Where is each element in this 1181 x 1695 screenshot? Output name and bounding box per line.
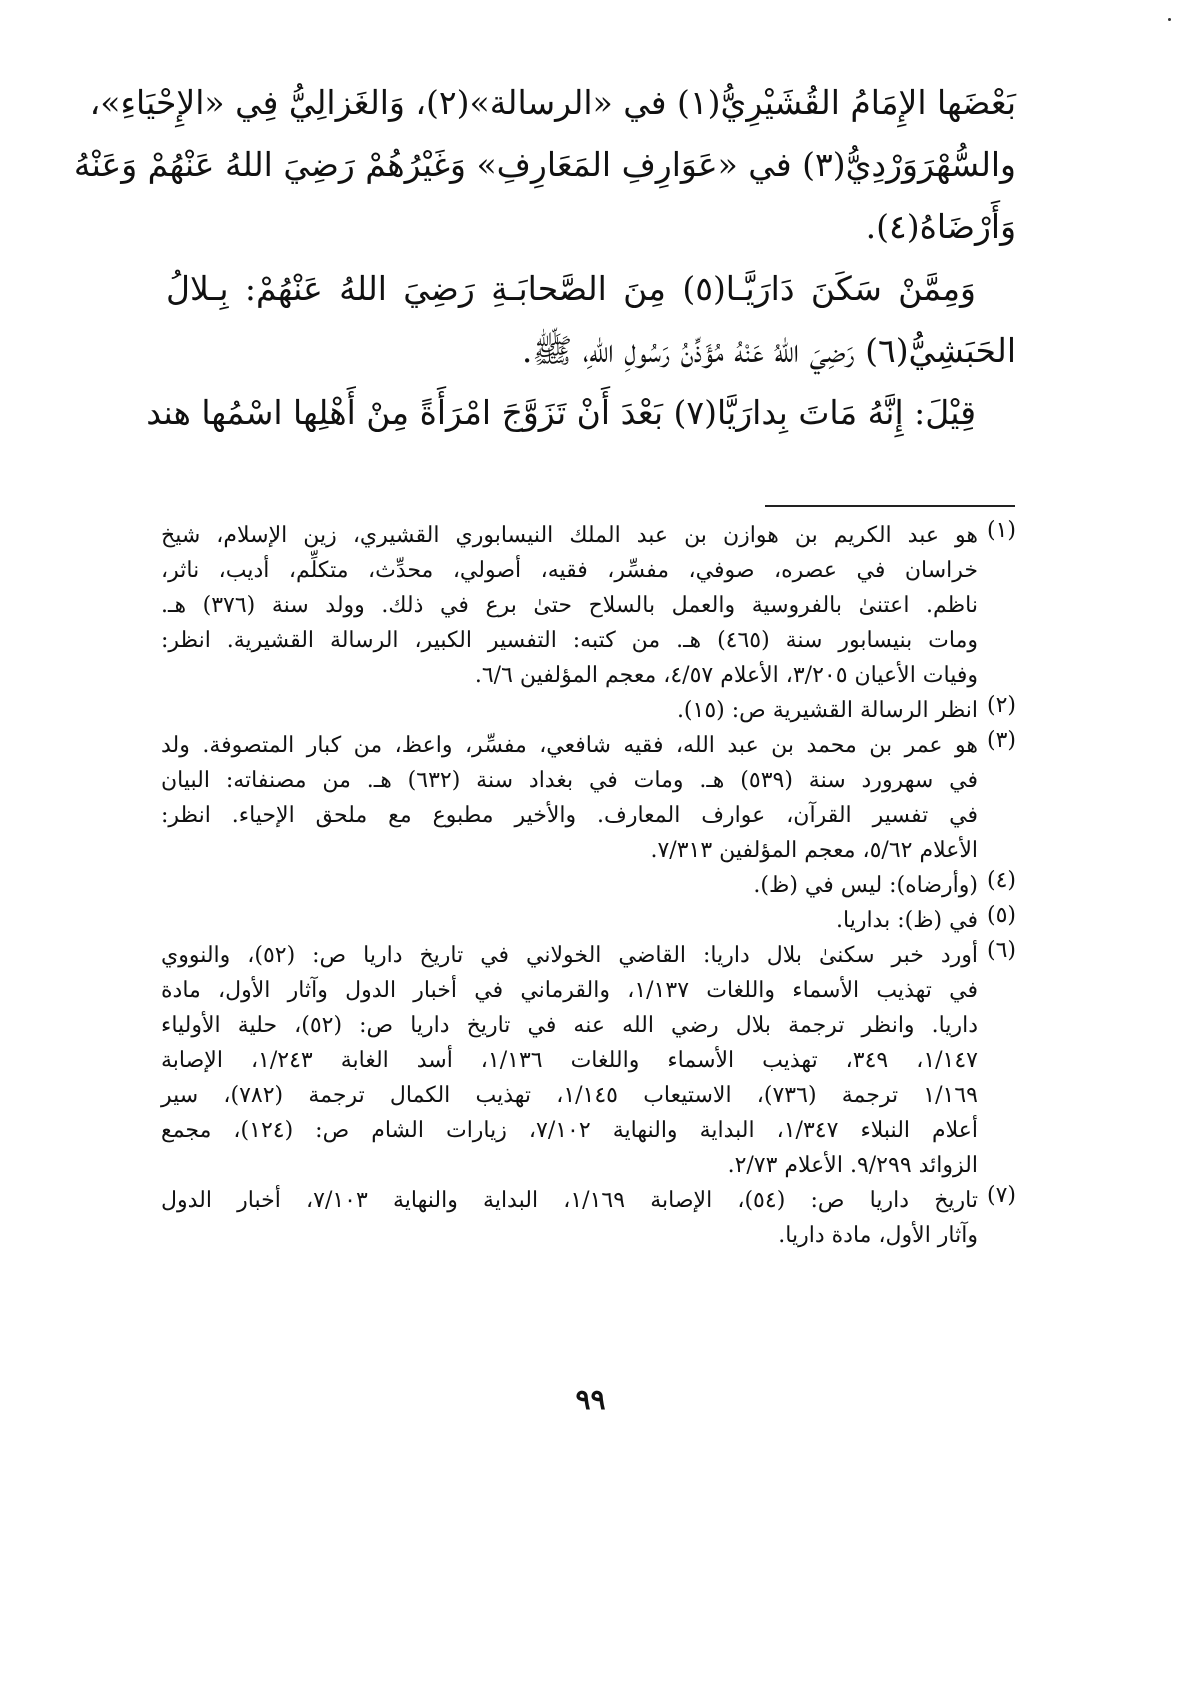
footnote-number: (٥) xyxy=(986,903,1016,928)
footnote-line: في تفسير القرآن، عوارف المعارف. والأخير مطبوع مع ملحق الإحياء. انظر: xyxy=(161,803,978,828)
main-line: وَأَرْضَاهُ(٤). xyxy=(865,207,1016,246)
paragraph-3 xyxy=(146,382,1016,444)
footnote-line: ١/١٦٩ ترجمة (٧٣٦)، الاستيعاب ١/١٤٥، تهذيب الكمال ترجمة (٧٨٢)، سير xyxy=(161,1083,978,1108)
footnote-line: وآثار الأول، مادة داريا. xyxy=(778,1223,978,1248)
footnotes xyxy=(161,518,1016,1253)
footnote-line: داريا. وانظر ترجمة بلال رضي الله عنه في تاريخ داريا ص: (٥٢)، حلية الأولياء xyxy=(161,1013,978,1038)
main-text xyxy=(73,72,1016,444)
paragraph-2 xyxy=(166,258,1016,382)
footnote-6 xyxy=(161,938,1016,1183)
footnote-line: تاريخ داريا ص: (٥٤)، الإصابة ١/١٦٩، البداية والنهاية ٧/١٠٣، أخبار الدول xyxy=(161,1188,978,1213)
footnote-line: ١/١٤٧، ٣٤٩، تهذيب الأسماء واللغات ١/١٣٦، أسد الغابة ١/٢٤٣، الإصابة xyxy=(161,1048,978,1073)
footnote-line: الزوائد ٩/٢٩٩. الأعلام ٢/٧٣. xyxy=(727,1153,978,1178)
footnote-line: ناظم. اعتنىٰ بالفروسية والعمل بالسلاح حتىٰ برع في ذلك. وولد سنة (٣٧٦) هـ. xyxy=(161,593,978,618)
footnote-5 xyxy=(161,903,1016,938)
footnote-line: أعلام النبلاء ١/٣٤٧، البداية والنهاية ٧/١٠٢، زيارات الشام ص: (١٢٤)، مجمع xyxy=(161,1118,979,1143)
footnote-number: (١) xyxy=(986,518,1016,543)
footnote-4 xyxy=(161,868,1016,903)
footnote-number: (٣) xyxy=(986,728,1016,753)
main-line: والسُّهْرَوَرْدِيُّ(٣) في «عَوَارِفِ المَعَارِفِ» وَغَيْرُهُمْ رَضِيَ اللهُ عَنْهُمْ وَعَنْهُ xyxy=(73,145,1016,184)
footnote-line: هو عمر بن محمد بن عبد الله، فقيه شافعي، مفسِّر، واعظ، من كبار المتصوفة. ولد xyxy=(161,733,978,758)
main-line: وَمِمَّنْ سَكَنَ دَارَيَّـا(٥) مِنَ الصَّحابَـةِ رَضِيَ اللهُ عَنْهُمْ: بِـلالُ xyxy=(166,269,976,308)
footnote-line: في تهذيب الأسماء واللغات ١/١٣٧، والقرماني في أخبار الدول وآثار الأول، مادة xyxy=(161,978,978,1003)
paragraph-1 xyxy=(73,72,1016,258)
main-line: الحَبَشِيُّ(٦) رَضِيَ اللهُ عَنْهُ مُؤَذِّنُ رَسُولِ اللهِ، ﷺ. xyxy=(521,331,1016,370)
footnote-line: خراسان في عصره، صوفي، مفسِّر، فقيه، أصولي، محدِّث، متكلِّم، أديب، ناثر، xyxy=(161,558,978,583)
main-line: بَعْضَها الإِمَامُ القُشَيْرِيُّ(١) في «الرسالة»(٢)، وَالغَزالِيُّ فِي «الإِحْيَاءِ»، xyxy=(89,83,1016,122)
footnote-line: هو عبد الكريم بن هوازن بن عبد الملك النيسابوري القشيري، زين الإسلام، شيخ xyxy=(161,523,978,548)
footnote-line: وفيات الأعيان ٣/٢٠٥، الأعلام ٤/٥٧، معجم المؤلفين ٦/٦. xyxy=(474,663,978,688)
footnote-line: في سهرورد سنة (٥٣٩) هـ. ومات في بغداد سنة (٦٣٢) هـ. من مصنفاته: البيان xyxy=(161,768,978,793)
page-number: ٩٩ xyxy=(575,1383,606,1416)
main-line: قِيْلَ: إِنَّهُ مَاتَ بِدارَيَّا(٧) بَعْدَ أَنْ تَزَوَّجَ امْرَأَةً مِنْ أَهْلِها اسْمُها هند xyxy=(146,393,976,432)
footnote-line: في (ظ): بداريا. xyxy=(836,908,978,933)
footnote-line: أورد خبر سكنىٰ بلال داريا: القاضي الخولاني في تاريخ داريا ص: (٥٢)، والنووي xyxy=(161,943,978,968)
footnote-7 xyxy=(161,1183,1016,1253)
footnote-number: (٦) xyxy=(986,938,1016,963)
footnote-number: (٤) xyxy=(986,868,1016,893)
footnote-line: الأعلام ٥/٦٢، معجم المؤلفين ٧/٣١٣. xyxy=(650,838,978,863)
footnote-1 xyxy=(161,518,1016,693)
footnote-line: ومات بنيسابور سنة (٤٦٥) هـ. من كتبه: التفسير الكبير، الرسالة القشيرية. انظر: xyxy=(161,628,978,653)
footnote-2 xyxy=(161,693,1016,728)
footnote-separator xyxy=(765,505,1015,507)
footnote-number: (٢) xyxy=(986,693,1016,718)
footnote-3 xyxy=(161,728,1016,868)
scan-speck xyxy=(1168,18,1171,21)
footnote-number: (٧) xyxy=(986,1183,1016,1208)
footnote-line: (وأرضاه): ليس في (ظ). xyxy=(753,873,978,898)
footnote-line: انظر الرسالة القشيرية ص: (١٥). xyxy=(676,698,978,723)
